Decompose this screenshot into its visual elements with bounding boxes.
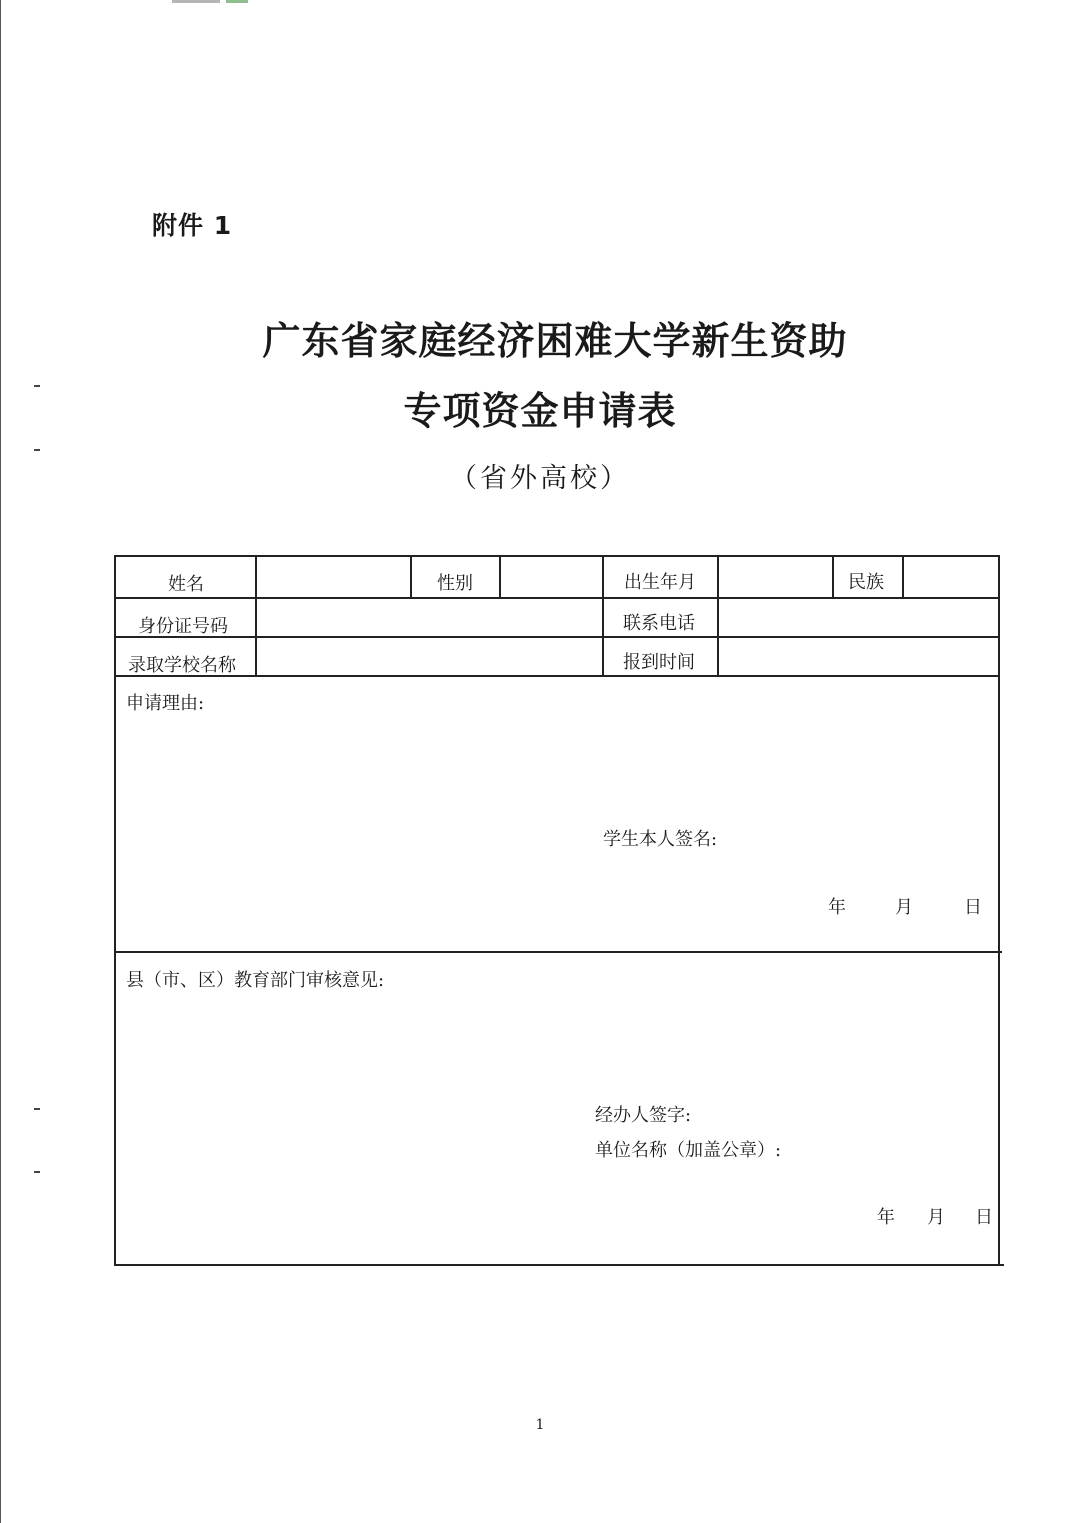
review-day-label: 日	[975, 1207, 993, 1228]
reason-year-label: 年	[828, 897, 846, 918]
table-column-divider	[410, 555, 412, 598]
scan-dash	[34, 1171, 40, 1173]
page-edge	[0, 0, 1, 1523]
attachment-label: 附件 1	[152, 211, 233, 240]
document-subtitle: （省外高校）	[450, 463, 630, 494]
scan-dash	[34, 1108, 40, 1110]
document-title-line2: 专项资金申请表	[403, 388, 677, 433]
id-number-field[interactable]	[257, 599, 602, 636]
scan-mark	[172, 0, 220, 3]
report-time-label: 报到时间	[623, 652, 695, 673]
name-field[interactable]	[257, 557, 410, 597]
application-form	[114, 555, 1002, 1266]
phone-label: 联系电话	[623, 613, 695, 634]
ethnicity-field[interactable]	[904, 557, 998, 597]
admitted-school-field[interactable]	[257, 638, 602, 675]
application-reason-label: 申请理由:	[126, 693, 205, 714]
table-row-divider	[114, 675, 1000, 677]
page-number: 1	[535, 1417, 545, 1433]
handler-signature-label: 经办人签字:	[595, 1105, 692, 1126]
gender-label: 性别	[437, 573, 473, 594]
review-opinion-label: 县（市、区）教育部门审核意见:	[126, 970, 385, 991]
student-signature-label: 学生本人签名:	[603, 829, 718, 850]
gender-field[interactable]	[501, 557, 602, 597]
table-border-bottom	[116, 1264, 1004, 1266]
application-reason-field[interactable]	[126, 720, 986, 820]
report-time-field[interactable]	[719, 638, 998, 675]
reason-month-label: 月	[895, 897, 913, 918]
scan-mark	[226, 0, 248, 3]
id-number-label: 身份证号码	[138, 616, 228, 637]
review-month-label: 月	[927, 1207, 945, 1228]
table-border-right	[998, 555, 1000, 1266]
unit-name-seal-label: 单位名称（加盖公章）:	[595, 1140, 782, 1161]
reason-day-label: 日	[964, 897, 982, 918]
ethnicity-label: 民族	[848, 572, 884, 593]
phone-field[interactable]	[719, 599, 998, 636]
name-label: 姓名	[168, 574, 204, 595]
review-opinion-field[interactable]	[126, 995, 986, 1095]
document-title-line1: 广东省家庭经济困难大学新生资助	[262, 318, 848, 363]
birth-date-field[interactable]	[719, 557, 832, 597]
review-year-label: 年	[877, 1207, 895, 1228]
table-border-left	[114, 555, 116, 1266]
table-column-divider	[602, 555, 604, 676]
table-section-divider	[114, 951, 1002, 953]
table-column-divider	[832, 555, 834, 598]
birth-date-label: 出生年月	[624, 572, 696, 593]
admitted-school-label: 录取学校名称	[128, 655, 236, 676]
scan-dash	[34, 449, 40, 451]
